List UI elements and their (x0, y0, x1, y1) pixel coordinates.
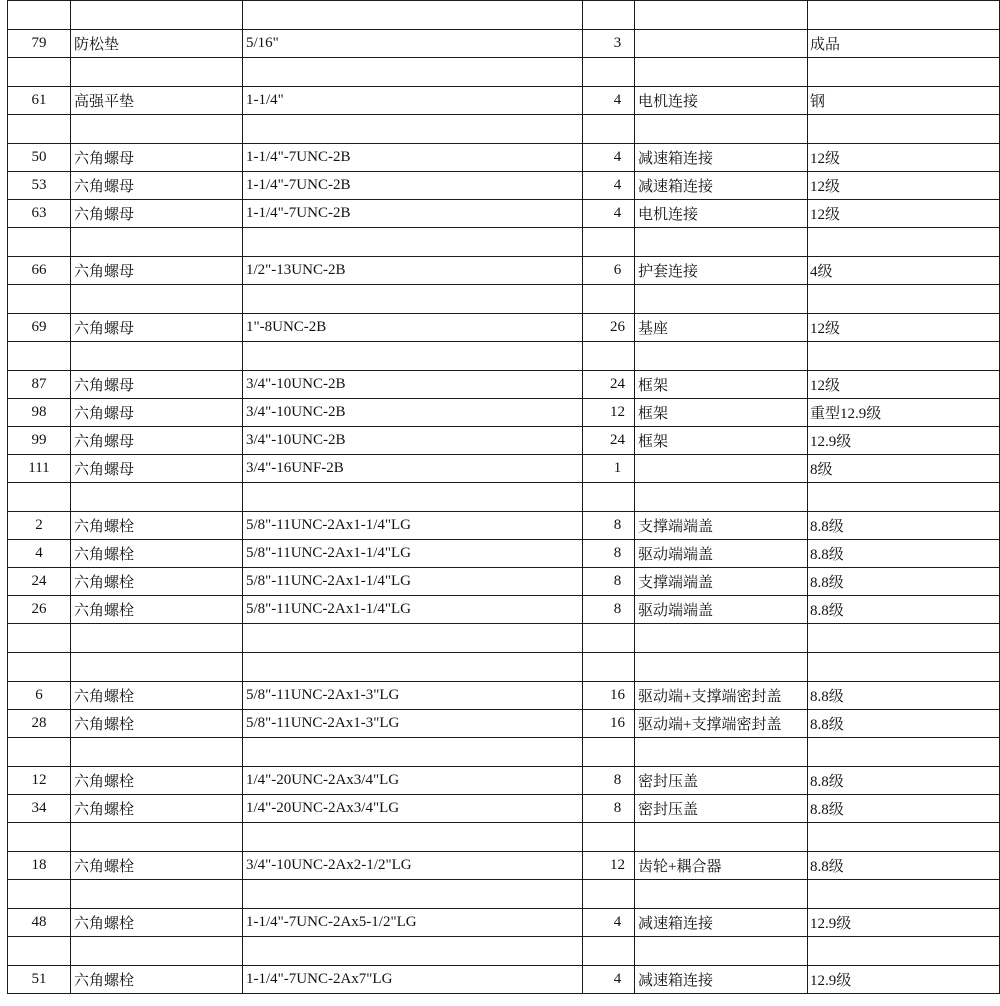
quantity-cell: 6 (583, 257, 635, 285)
table-row (8, 144, 1000, 172)
item-number-cell: 87 (8, 371, 71, 399)
location-cell: 减速箱连接 (635, 172, 808, 200)
blank-separator-row (8, 1, 1000, 30)
empty-cell (8, 483, 71, 512)
specification-cell: 1-1/4"-7UNC-2Ax7"LG (243, 966, 583, 994)
location-cell: 基座 (635, 314, 808, 342)
quantity-cell: 8 (583, 767, 635, 795)
empty-cell (71, 823, 243, 852)
table-row (8, 767, 1000, 795)
grade-cell: 4级 (808, 257, 1000, 285)
item-number-cell: 6 (8, 682, 71, 710)
table-row (8, 314, 1000, 342)
part-name-cell: 六角螺栓 (71, 710, 243, 738)
empty-cell (808, 624, 1000, 653)
quantity-cell: 8 (583, 568, 635, 596)
empty-cell (583, 653, 635, 682)
empty-cell (635, 285, 808, 314)
quantity-cell: 16 (583, 710, 635, 738)
empty-cell (71, 1, 243, 30)
table-row (8, 455, 1000, 483)
quantity-cell: 12 (583, 852, 635, 880)
empty-cell (808, 228, 1000, 257)
part-name-cell: 六角螺母 (71, 455, 243, 483)
empty-cell (243, 937, 583, 966)
specification-cell: 1/4"-20UNC-2Ax3/4"LG (243, 767, 583, 795)
empty-cell (635, 342, 808, 371)
specification-cell: 3/4"-10UNC-2Ax2-1/2"LG (243, 852, 583, 880)
grade-cell: 8.8级 (808, 767, 1000, 795)
empty-cell (71, 342, 243, 371)
empty-cell (635, 653, 808, 682)
empty-cell (8, 228, 71, 257)
grade-cell: 8.8级 (808, 568, 1000, 596)
specification-cell: 3/4"-16UNF-2B (243, 455, 583, 483)
specification-cell: 5/8"-11UNC-2Ax1-1/4"LG (243, 512, 583, 540)
location-cell: 框架 (635, 427, 808, 455)
specification-cell: 1"-8UNC-2B (243, 314, 583, 342)
empty-cell (583, 823, 635, 852)
quantity-cell: 24 (583, 371, 635, 399)
empty-cell (583, 483, 635, 512)
grade-cell: 12级 (808, 314, 1000, 342)
empty-cell (635, 1, 808, 30)
empty-cell (808, 937, 1000, 966)
location-cell: 驱动端端盖 (635, 596, 808, 624)
quantity-cell: 8 (583, 512, 635, 540)
specification-cell: 1/4"-20UNC-2Ax3/4"LG (243, 795, 583, 823)
table-row (8, 399, 1000, 427)
part-name-cell: 六角螺栓 (71, 682, 243, 710)
grade-cell: 钢 (808, 87, 1000, 115)
empty-cell (243, 342, 583, 371)
specification-cell: 1-1/4"-7UNC-2Ax5-1/2"LG (243, 909, 583, 937)
empty-cell (8, 1, 71, 30)
empty-cell (635, 738, 808, 767)
table-row (8, 30, 1000, 58)
item-number-cell: 53 (8, 172, 71, 200)
empty-cell (808, 880, 1000, 909)
empty-cell (583, 58, 635, 87)
quantity-cell: 12 (583, 399, 635, 427)
grade-cell: 8.8级 (808, 710, 1000, 738)
part-name-cell: 六角螺栓 (71, 512, 243, 540)
quantity-cell: 4 (583, 200, 635, 228)
item-number-cell: 79 (8, 30, 71, 58)
empty-cell (243, 823, 583, 852)
empty-cell (583, 228, 635, 257)
quantity-cell: 1 (583, 455, 635, 483)
table-row (8, 682, 1000, 710)
blank-separator-row (8, 342, 1000, 371)
location-cell: 框架 (635, 371, 808, 399)
empty-cell (8, 653, 71, 682)
item-number-cell: 26 (8, 596, 71, 624)
location-cell: 驱动端端盖 (635, 540, 808, 568)
specification-cell: 1-1/4"-7UNC-2B (243, 200, 583, 228)
empty-cell (71, 483, 243, 512)
empty-cell (635, 115, 808, 144)
location-cell: 电机连接 (635, 87, 808, 115)
empty-cell (243, 880, 583, 909)
part-name-cell: 六角螺母 (71, 172, 243, 200)
part-name-cell: 六角螺栓 (71, 795, 243, 823)
location-cell: 护套连接 (635, 257, 808, 285)
grade-cell: 8.8级 (808, 795, 1000, 823)
empty-cell (635, 483, 808, 512)
item-number-cell: 66 (8, 257, 71, 285)
location-cell: 电机连接 (635, 200, 808, 228)
specification-cell: 3/4"-10UNC-2B (243, 427, 583, 455)
item-number-cell: 2 (8, 512, 71, 540)
table-body (8, 1, 1000, 994)
item-number-cell: 51 (8, 966, 71, 994)
blank-separator-row (8, 624, 1000, 653)
empty-cell (583, 624, 635, 653)
empty-cell (71, 624, 243, 653)
quantity-cell: 24 (583, 427, 635, 455)
part-name-cell: 六角螺栓 (71, 767, 243, 795)
grade-cell: 8.8级 (808, 596, 1000, 624)
item-number-cell: 69 (8, 314, 71, 342)
table-row (8, 427, 1000, 455)
grade-cell: 12.9级 (808, 909, 1000, 937)
empty-cell (71, 653, 243, 682)
specification-cell: 3/4"-10UNC-2B (243, 399, 583, 427)
empty-cell (71, 937, 243, 966)
empty-cell (808, 58, 1000, 87)
empty-cell (583, 285, 635, 314)
empty-cell (71, 285, 243, 314)
part-name-cell: 六角螺栓 (71, 909, 243, 937)
grade-cell: 12级 (808, 172, 1000, 200)
item-number-cell: 28 (8, 710, 71, 738)
part-name-cell: 六角螺母 (71, 314, 243, 342)
grade-cell: 8.8级 (808, 512, 1000, 540)
empty-cell (583, 115, 635, 144)
empty-cell (243, 58, 583, 87)
empty-cell (808, 285, 1000, 314)
location-cell (635, 30, 808, 58)
blank-separator-row (8, 738, 1000, 767)
location-cell: 驱动端+支撑端密封盖 (635, 710, 808, 738)
quantity-cell: 4 (583, 87, 635, 115)
quantity-cell: 8 (583, 540, 635, 568)
part-name-cell: 六角螺母 (71, 200, 243, 228)
empty-cell (583, 738, 635, 767)
empty-cell (243, 738, 583, 767)
item-number-cell: 111 (8, 455, 71, 483)
part-name-cell: 高强平垫 (71, 87, 243, 115)
blank-separator-row (8, 937, 1000, 966)
blank-separator-row (8, 653, 1000, 682)
location-cell: 密封压盖 (635, 767, 808, 795)
quantity-cell: 8 (583, 795, 635, 823)
part-name-cell: 六角螺栓 (71, 568, 243, 596)
grade-cell: 8.8级 (808, 540, 1000, 568)
empty-cell (243, 228, 583, 257)
empty-cell (635, 58, 808, 87)
part-name-cell: 六角螺栓 (71, 852, 243, 880)
quantity-cell: 4 (583, 144, 635, 172)
item-number-cell: 50 (8, 144, 71, 172)
empty-cell (8, 342, 71, 371)
blank-separator-row (8, 58, 1000, 87)
item-number-cell: 48 (8, 909, 71, 937)
empty-cell (8, 285, 71, 314)
table-row (8, 87, 1000, 115)
table-row (8, 966, 1000, 994)
item-number-cell: 18 (8, 852, 71, 880)
empty-cell (8, 937, 71, 966)
item-number-cell: 99 (8, 427, 71, 455)
empty-cell (71, 58, 243, 87)
table-row (8, 710, 1000, 738)
table-row (8, 540, 1000, 568)
empty-cell (243, 1, 583, 30)
empty-cell (808, 823, 1000, 852)
specification-cell: 5/8"-11UNC-2Ax1-3"LG (243, 682, 583, 710)
empty-cell (635, 937, 808, 966)
specification-cell: 5/8"-11UNC-2Ax1-1/4"LG (243, 596, 583, 624)
empty-cell (808, 483, 1000, 512)
part-name-cell: 六角螺母 (71, 427, 243, 455)
specification-cell: 1-1/4"-7UNC-2B (243, 144, 583, 172)
empty-cell (243, 624, 583, 653)
empty-cell (635, 823, 808, 852)
empty-cell (808, 115, 1000, 144)
item-number-cell: 63 (8, 200, 71, 228)
location-cell: 密封压盖 (635, 795, 808, 823)
empty-cell (243, 483, 583, 512)
item-number-cell: 12 (8, 767, 71, 795)
part-name-cell: 防松垫 (71, 30, 243, 58)
empty-cell (71, 228, 243, 257)
location-cell: 驱动端+支撑端密封盖 (635, 682, 808, 710)
item-number-cell: 4 (8, 540, 71, 568)
empty-cell (583, 880, 635, 909)
blank-separator-row (8, 483, 1000, 512)
empty-cell (583, 937, 635, 966)
empty-cell (71, 738, 243, 767)
quantity-cell: 16 (583, 682, 635, 710)
table-row (8, 371, 1000, 399)
item-number-cell: 24 (8, 568, 71, 596)
specification-cell: 5/16" (243, 30, 583, 58)
location-cell: 减速箱连接 (635, 909, 808, 937)
specification-cell: 5/8"-11UNC-2Ax1-3"LG (243, 710, 583, 738)
table-row (8, 795, 1000, 823)
location-cell: 框架 (635, 399, 808, 427)
part-name-cell: 六角螺母 (71, 399, 243, 427)
location-cell: 减速箱连接 (635, 966, 808, 994)
grade-cell: 成品 (808, 30, 1000, 58)
table-row (8, 852, 1000, 880)
empty-cell (583, 1, 635, 30)
part-name-cell: 六角螺栓 (71, 540, 243, 568)
quantity-cell: 3 (583, 30, 635, 58)
location-cell: 减速箱连接 (635, 144, 808, 172)
table-row (8, 512, 1000, 540)
item-number-cell: 34 (8, 795, 71, 823)
table-row (8, 257, 1000, 285)
empty-cell (8, 115, 71, 144)
quantity-cell: 8 (583, 596, 635, 624)
grade-cell: 12.9级 (808, 966, 1000, 994)
table-row (8, 909, 1000, 937)
empty-cell (583, 342, 635, 371)
item-number-cell: 61 (8, 87, 71, 115)
grade-cell: 12级 (808, 144, 1000, 172)
specification-cell: 1-1/4"-7UNC-2B (243, 172, 583, 200)
empty-cell (8, 823, 71, 852)
blank-separator-row (8, 880, 1000, 909)
table-row (8, 596, 1000, 624)
empty-cell (8, 880, 71, 909)
location-cell: 支撑端端盖 (635, 568, 808, 596)
location-cell (635, 455, 808, 483)
empty-cell (635, 624, 808, 653)
empty-cell (8, 624, 71, 653)
empty-cell (808, 342, 1000, 371)
empty-cell (8, 58, 71, 87)
part-name-cell: 六角螺栓 (71, 596, 243, 624)
quantity-cell: 4 (583, 966, 635, 994)
empty-cell (635, 880, 808, 909)
part-name-cell: 六角螺母 (71, 371, 243, 399)
empty-cell (243, 115, 583, 144)
empty-cell (71, 880, 243, 909)
blank-separator-row (8, 115, 1000, 144)
grade-cell: 12级 (808, 371, 1000, 399)
empty-cell (71, 115, 243, 144)
item-number-cell: 98 (8, 399, 71, 427)
empty-cell (635, 228, 808, 257)
grade-cell: 重型12.9级 (808, 399, 1000, 427)
table-row (8, 200, 1000, 228)
location-cell: 支撑端端盖 (635, 512, 808, 540)
part-name-cell: 六角螺母 (71, 257, 243, 285)
table-row (8, 568, 1000, 596)
empty-cell (808, 653, 1000, 682)
grade-cell: 8.8级 (808, 852, 1000, 880)
part-name-cell: 六角螺栓 (71, 966, 243, 994)
location-cell: 齿轮+耦合器 (635, 852, 808, 880)
quantity-cell: 4 (583, 172, 635, 200)
grade-cell: 12.9级 (808, 427, 1000, 455)
blank-separator-row (8, 823, 1000, 852)
fastener-table (7, 0, 1000, 994)
specification-cell: 1/2"-13UNC-2B (243, 257, 583, 285)
specification-cell: 3/4"-10UNC-2B (243, 371, 583, 399)
empty-cell (808, 738, 1000, 767)
table-row (8, 172, 1000, 200)
part-name-cell: 六角螺母 (71, 144, 243, 172)
grade-cell: 8级 (808, 455, 1000, 483)
empty-cell (8, 738, 71, 767)
quantity-cell: 26 (583, 314, 635, 342)
empty-cell (808, 1, 1000, 30)
empty-cell (243, 285, 583, 314)
blank-separator-row (8, 285, 1000, 314)
quantity-cell: 4 (583, 909, 635, 937)
grade-cell: 8.8级 (808, 682, 1000, 710)
grade-cell: 12级 (808, 200, 1000, 228)
empty-cell (243, 653, 583, 682)
specification-cell: 5/8"-11UNC-2Ax1-1/4"LG (243, 540, 583, 568)
specification-cell: 1-1/4" (243, 87, 583, 115)
specification-cell: 5/8"-11UNC-2Ax1-1/4"LG (243, 568, 583, 596)
blank-separator-row (8, 228, 1000, 257)
